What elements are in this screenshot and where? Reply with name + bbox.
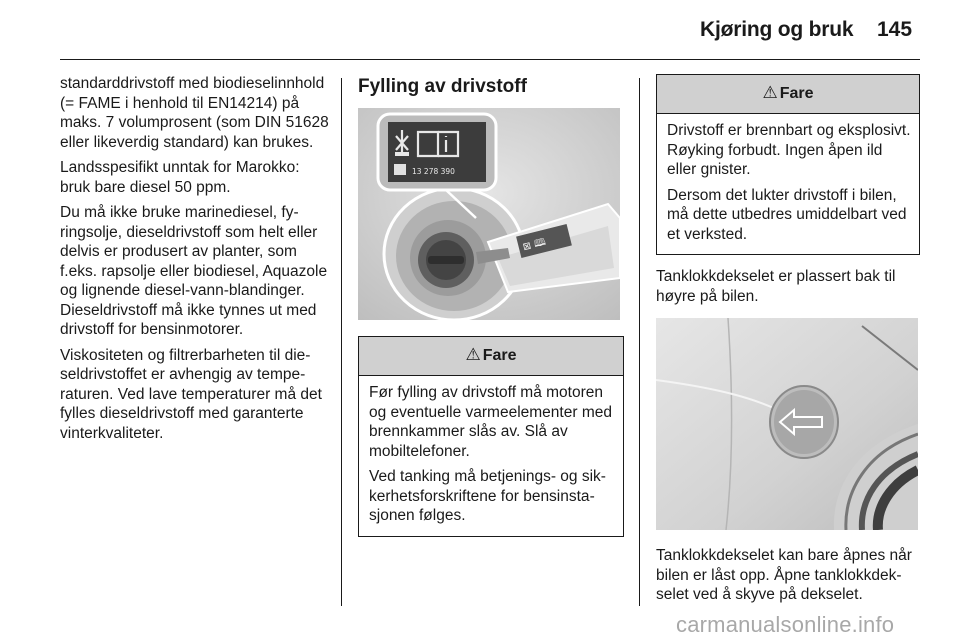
- warning-box: [358, 336, 624, 537]
- warning-body: [359, 376, 623, 536]
- paragraph: Før fylling av drivstoff må motoren og eventuelle varmeelementer med brennkammer slås av. Slå av mobiltelefoner.: [369, 384, 612, 460]
- fuel-flap-illustration: [358, 108, 620, 320]
- figure-label: 13 278 390: [412, 167, 455, 176]
- paragraph: Dersom det lukter drivstoff i bilen, må dette utbedres umiddelbart ved et verksted.: [667, 186, 907, 243]
- warning-body: [657, 114, 919, 254]
- paragraph: Viskositeten og filtrerbarheten til dieseldrivstoffet er avhengig av temperaturen. Ved lave temperaturer må det fylles dieseldrivstoff med garanterte vinterkvaliteter.: [60, 346, 322, 442]
- column-divider: [639, 78, 640, 606]
- page-header-title: Kjøring og bruk: [700, 18, 854, 41]
- paragraph: Ved tanking må betjenings- og sikkerhetsforskriftene for bensinstasjonen følges.: [369, 468, 606, 524]
- column-right: [656, 74, 920, 611]
- column-divider: [341, 78, 342, 606]
- paragraph: Du må ikke bruke marinediesel, fyringsolje, dieseldrivstoff som helt eller delvis er produsert av planter, som f.eks. rapsolje eller biodiesel, Aquazole og lignende diesel-vann-blandinger. Dieseldrivstoff må ikke tynnes ut med drivstoff for bensinmotorer.: [60, 204, 328, 338]
- paragraph: Tanklokkdekselet kan bare åpnes når bilen er låst opp. Åpne tanklokkdekselet ved å skyve på dekselet.: [656, 547, 912, 603]
- column-middle: [358, 74, 624, 537]
- svg-text:⊠ 🕮: ⊠ 🕮: [521, 236, 548, 254]
- page-number: 145: [877, 18, 913, 41]
- paragraph: Landsspesifikt unntak for Marokko: bruk bare diesel 50 ppm.: [60, 159, 300, 196]
- car-fuel-flap-location-illustration: [656, 318, 918, 530]
- paragraph: standarddrivstoff med biodieselinnhold (= FAME i henhold til EN14214) på maks. 7 volumprosent (som DIN 51628 eller likeverdig standard) kan brukes.: [60, 75, 329, 151]
- paragraph: Tanklokkdekselet er plassert bak til høyre på bilen.: [656, 268, 896, 305]
- warning-header: [657, 75, 919, 114]
- warning-title: Fare: [779, 85, 814, 103]
- warning-triangle-icon: ⚠: [465, 345, 481, 366]
- warning-box: [656, 74, 920, 255]
- column-left: [60, 74, 332, 449]
- warning-title: Fare: [482, 347, 517, 365]
- warning-header: [359, 337, 623, 376]
- section-heading: Fylling av drivstoff: [358, 76, 527, 97]
- warning-triangle-icon: ⚠: [762, 83, 778, 104]
- header-rule: [60, 59, 920, 60]
- watermark: carmanualsonline.info: [676, 612, 895, 637]
- paragraph: Drivstoff er brennbart og eksplosivt. Røyking forbudt. Ingen åpen ild eller gnister.: [667, 122, 911, 178]
